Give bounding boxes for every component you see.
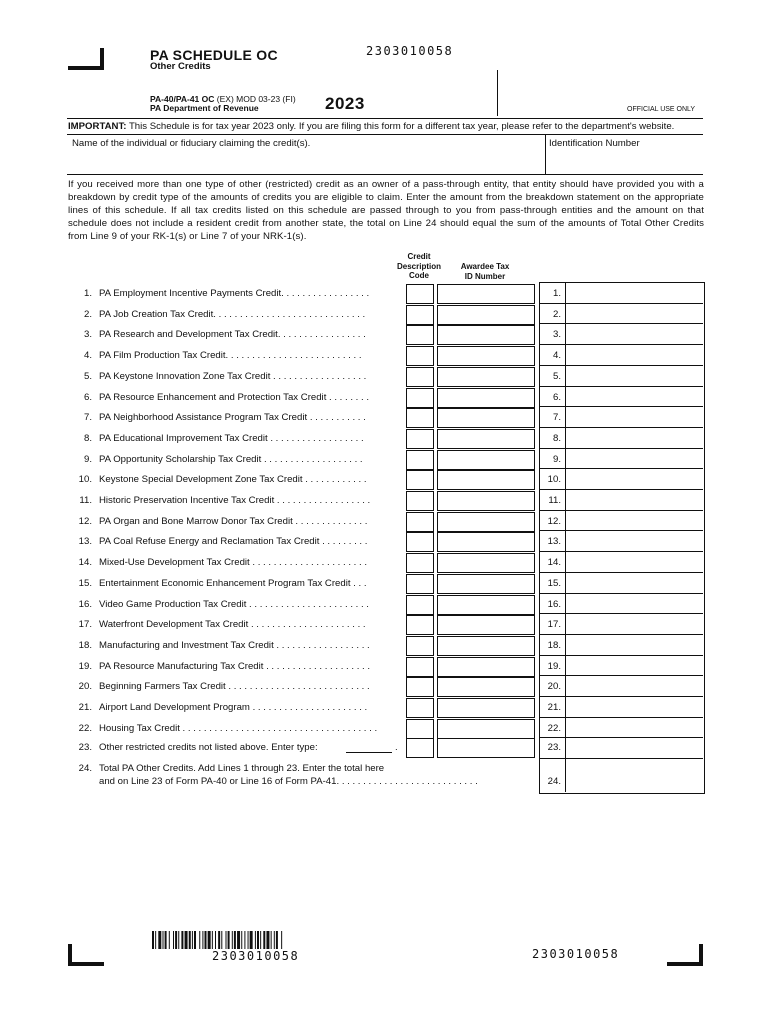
awardee-id-box[interactable]: [437, 615, 535, 635]
barcode-bar: [185, 931, 188, 949]
awardee-id-box[interactable]: [437, 346, 535, 366]
line-8: [0, 429, 770, 449]
line-label: Beginning Farmers Tax Credit . . . . . . . . . . . . . . . . . . . . . . . . . . .: [99, 681, 370, 693]
line-13: [0, 532, 770, 552]
header-divider: [497, 70, 498, 116]
barcode-bar: [192, 931, 193, 949]
official-use-label: OFFICIAL USE ONLY: [627, 106, 696, 113]
awardee-id-box[interactable]: [437, 719, 535, 739]
awardee-id-box[interactable]: [437, 408, 535, 428]
line-number: 13.: [78, 536, 92, 548]
important-label: IMPORTANT:: [68, 121, 127, 132]
line-label: PA Educational Improvement Tax Credit . . . . . . . . . . . . . . . . . .: [99, 432, 364, 444]
line-label: Video Game Production Tax Credit . . . . . . . . . . . . . . . . . . . . . . .: [99, 598, 369, 610]
line-ref: 18.: [547, 639, 561, 651]
line-number: 2.: [83, 308, 92, 320]
line-number: 19.: [78, 660, 92, 672]
line-12: [0, 512, 770, 532]
line-ref: 17.: [547, 619, 561, 631]
credit-code-column-header: [393, 252, 445, 281]
line-ref: 10.: [547, 474, 561, 486]
line-label: PA Resource Enhancement and Protection Tax Credit . . . . . . . .: [99, 391, 370, 403]
registration-mark-top-left: [68, 48, 104, 70]
line-ref: 19.: [547, 660, 561, 672]
line-ref: 21.: [547, 702, 561, 713]
barcode-bar: [244, 931, 245, 949]
line-ref: 4.: [552, 350, 561, 362]
barcode-bar: [237, 931, 240, 949]
tax-year: 2023: [325, 94, 365, 113]
credit-code-box[interactable]: [406, 574, 434, 594]
credit-code-box[interactable]: [406, 553, 434, 573]
line-ref: 5.: [552, 370, 561, 382]
line-number: 17.: [78, 619, 92, 631]
barcode-number: 2303010058: [212, 949, 300, 963]
barcode-bar: [218, 931, 220, 949]
barcode-bar: [202, 931, 203, 949]
barcode-bar: [212, 931, 213, 949]
line-2: [0, 305, 770, 325]
line-label: Historic Preservation Incentive Tax Credit . . . . . . . . . . . . . . . . . .: [99, 495, 371, 506]
line-label: Waterfront Development Tax Credit . . . . . . . . . . . . . . . . . . . . . .: [99, 619, 366, 631]
line-ref: 9.: [552, 453, 561, 465]
line-label: Airport Land Development Program . . . . . . . . . . . . . . . . . . . . . .: [99, 702, 368, 713]
line-label: PA Opportunity Scholarship Tax Credit . . . . . . . . . . . . . . . . . . .: [99, 453, 363, 465]
barcode-bar: [189, 931, 191, 949]
awardee-id-box[interactable]: [437, 553, 535, 573]
line-ref: 7.: [552, 412, 561, 424]
line-ref: 12.: [547, 515, 561, 527]
line-23-ref: 23.: [547, 742, 561, 753]
line-24-ref: 24.: [547, 776, 561, 787]
awardee-id-column-header: [440, 262, 530, 281]
line-23: [0, 738, 770, 758]
awardee-id-box[interactable]: [437, 284, 535, 304]
line-3: [0, 325, 770, 345]
credit-code-header-line-1: Credit: [407, 252, 431, 261]
credit-code-box[interactable]: [406, 450, 434, 470]
barcode-bar: [205, 931, 207, 949]
credit-code-box[interactable]: [406, 636, 434, 656]
credit-code-box[interactable]: [406, 470, 434, 490]
credit-code-box[interactable]: [406, 491, 434, 511]
barcode-bar: [165, 931, 167, 949]
awardee-id-box[interactable]: [437, 470, 535, 490]
barcode-bar: [276, 931, 278, 949]
form-code-rest: (EX) MOD 03-23 (FI): [216, 94, 296, 104]
barcode-bar: [281, 931, 282, 949]
credit-code-box[interactable]: [406, 595, 434, 615]
credit-code-header-line-2: Description: [396, 261, 441, 271]
line-label: PA Keystone Innovation Zone Tax Credit . . . . . . . . . . . . . . . . . .: [99, 370, 367, 382]
barcode-bar: [274, 931, 275, 949]
line-number: 21.: [78, 702, 92, 713]
line-21: [0, 698, 770, 718]
barcode-bar: [241, 931, 242, 949]
barcode-bar: [173, 931, 174, 949]
line-1: [0, 284, 770, 304]
barcode-bar: [232, 931, 233, 949]
credit-code-box[interactable]: [406, 532, 434, 552]
barcode-bar: [226, 931, 227, 949]
line-number: 22.: [78, 722, 92, 734]
important-notice: [68, 121, 674, 132]
line-24-label-1: Total PA Other Credits. Add Lines 1 through 23. Enter the total here: [99, 763, 385, 774]
line-22: [0, 719, 770, 739]
line-23-credit-code-box[interactable]: [406, 738, 434, 758]
line-label: Keystone Special Development Zone Tax Credit . . . . . . . . . . . .: [99, 474, 367, 486]
awardee-id-box[interactable]: [437, 450, 535, 470]
credit-code-box[interactable]: [406, 305, 434, 325]
other-credit-type-input[interactable]: [346, 738, 392, 753]
form-id-bottom: 2303010058: [532, 947, 620, 961]
line-15: [0, 574, 770, 594]
barcode-bar: [260, 931, 261, 949]
form-title: PA SCHEDULE OC: [150, 47, 278, 63]
credit-code-box[interactable]: [406, 512, 434, 532]
barcode-bar: [248, 931, 249, 949]
credit-code-box[interactable]: [406, 719, 434, 739]
credit-code-box[interactable]: [406, 325, 434, 345]
credit-code-box[interactable]: [406, 367, 434, 387]
awardee-id-header-line-2: ID Number: [464, 271, 506, 281]
line-ref: 13.: [547, 536, 561, 548]
awardee-id-box[interactable]: [437, 429, 535, 449]
barcode-image: [152, 931, 364, 949]
line-ref: 14.: [547, 557, 561, 569]
line-number: 3.: [83, 329, 92, 341]
barcode-bar: [221, 931, 222, 949]
awardee-id-box[interactable]: [437, 657, 535, 677]
line-number: 8.: [83, 432, 92, 444]
line-6: [0, 388, 770, 408]
barcode-bar: [208, 931, 211, 949]
barcode-bar: [163, 931, 164, 949]
line-number: 14.: [78, 557, 92, 569]
line-ref: 3.: [552, 329, 561, 341]
credit-code-box[interactable]: [406, 346, 434, 366]
line-10: [0, 470, 770, 490]
line-11: [0, 491, 770, 511]
barcode-bar: [250, 931, 253, 949]
line-19: [0, 657, 770, 677]
rule-fields: [67, 174, 703, 175]
awardee-id-box[interactable]: [437, 698, 535, 718]
line-label: Manufacturing and Investment Tax Credit . . . . . . . . . . . . . . . . . .: [99, 639, 370, 651]
awardee-id-box[interactable]: [437, 532, 535, 552]
credit-code-box[interactable]: [406, 408, 434, 428]
line-number: 9.: [83, 453, 92, 465]
line-24: [0, 762, 770, 792]
line-ref: 20.: [547, 681, 561, 693]
registration-mark-bottom-left: [68, 944, 104, 966]
department-name: PA Department of Revenue: [150, 103, 259, 113]
line-ref: 2.: [552, 308, 561, 320]
line-label: PA Film Production Tax Credit. . . . . . . . . . . . . . . . . . . . . . . . . .: [99, 350, 362, 362]
line-18: [0, 636, 770, 656]
line-ref: 16.: [547, 598, 561, 610]
instructions-paragraph: If you received more than one type of other (restricted) credit as an owner of a pass-through entity, that entity should have provided you with a breakdown by credit type of the amounts of credits you are eligible to claim. Enter the amount from the breakdown statement on the appropriate lines of this schedule. If all tax credits listed on this schedule are passed through to you from pass-through entities and the amount on that schedule does not include a resident credit from another state, the total on Line 24 should equal the sum of the amounts of Total Other Credits from Line 9 of your RK-1(s) or Line 7 of your NRK-1(s).: [68, 179, 704, 242]
barcode-bar: [271, 931, 272, 949]
line-ref: 22.: [547, 722, 561, 734]
line-ref: 11.: [548, 495, 561, 506]
awardee-id-box[interactable]: [437, 595, 535, 615]
line-number: 5.: [83, 370, 92, 382]
awardee-id-box[interactable]: [437, 491, 535, 511]
line-14: [0, 553, 770, 573]
line-label: PA Resource Manufacturing Tax Credit . . . . . . . . . . . . . . . . . . . .: [99, 660, 371, 672]
name-field-label: Name of the individual or fiduciary claiming the credit(s).: [72, 138, 311, 149]
line-number: 1.: [83, 288, 92, 299]
line-number: 7.: [83, 412, 92, 424]
credit-code-box[interactable]: [406, 698, 434, 718]
form-subtitle: Other Credits: [150, 61, 211, 72]
credit-code-box[interactable]: [406, 388, 434, 408]
line-number: 18.: [78, 639, 92, 651]
line-number: 6.: [83, 391, 92, 403]
line-7: [0, 408, 770, 428]
barcode-bar: [228, 931, 230, 949]
line-24-number: 24.: [78, 763, 92, 774]
barcode-bar: [175, 931, 177, 949]
credit-code-box[interactable]: [406, 677, 434, 697]
line-ref: 6.: [552, 391, 561, 403]
line-label: Entertainment Economic Enhancement Program Tax Credit . . .: [99, 577, 367, 589]
credit-code-header-line-3: Code: [409, 271, 429, 280]
barcode-bar: [215, 931, 216, 949]
barcode-bar: [178, 931, 179, 949]
form-id-top: 2303010058: [366, 44, 454, 58]
identification-number-field[interactable]: [548, 150, 703, 172]
line-23-dot: .: [395, 742, 398, 753]
awardee-id-header-line-1: Awardee Tax: [460, 262, 510, 271]
credit-code-box[interactable]: [406, 429, 434, 449]
credit-code-box[interactable]: [406, 657, 434, 677]
barcode-bar: [234, 931, 236, 949]
awardee-id-box[interactable]: [437, 325, 535, 345]
line-number: 10.: [78, 474, 92, 486]
line-number: 20.: [78, 681, 92, 693]
line-ref: 1.: [552, 288, 561, 299]
important-text: This Schedule is for tax year 2023 only. If you are filing this form for a different tax year, please refer to the department's website.: [126, 121, 675, 132]
line-number: 15.: [78, 577, 92, 589]
awardee-id-box[interactable]: [437, 677, 535, 697]
line-label: PA Neighborhood Assistance Program Tax Credit . . . . . . . . . . .: [99, 412, 366, 424]
credit-code-box[interactable]: [406, 615, 434, 635]
line-23-number: 23.: [78, 742, 92, 753]
name-field[interactable]: [67, 150, 543, 172]
line-9: [0, 450, 770, 470]
line-24-label-2: and on Line 23 of Form PA-40 or Line 16 of Form PA-41. . . . . . . . . . . . . . . . . . . . . . . . . . .: [99, 776, 478, 787]
barcode-bar: [158, 931, 161, 949]
line-label: PA Job Creation Tax Credit. . . . . . . . . . . . . . . . . . . . . . . . . . . . .: [99, 308, 366, 320]
barcode-bar: [257, 931, 259, 949]
rule-top: [67, 118, 703, 119]
awardee-id-box[interactable]: [437, 367, 535, 387]
awardee-id-box[interactable]: [437, 305, 535, 325]
line-ref: 8.: [552, 432, 561, 444]
barcode-bar: [263, 931, 265, 949]
line-23-awardee-id-box[interactable]: [437, 738, 535, 758]
line-17: [0, 615, 770, 635]
awardee-id-box[interactable]: [437, 636, 535, 656]
awardee-id-box[interactable]: [437, 512, 535, 532]
barcode-bar: [199, 931, 200, 949]
line-number: 12.: [78, 515, 92, 527]
id-field-label: Identification Number: [549, 138, 640, 149]
barcode-bar: [155, 931, 156, 949]
credit-code-box[interactable]: [406, 284, 434, 304]
line-23-label: Other restricted credits not listed above. Enter type:: [99, 742, 318, 753]
line-number: 4.: [83, 350, 92, 362]
line-label: PA Coal Refuse Energy and Reclamation Tax Credit . . . . . . . . .: [99, 536, 368, 548]
line-label: PA Organ and Bone Marrow Donor Tax Credit . . . . . . . . . . . . . .: [99, 515, 368, 527]
rule-notice: [67, 134, 703, 135]
awardee-id-box[interactable]: [437, 574, 535, 594]
awardee-id-box[interactable]: [437, 388, 535, 408]
line-ref: 15.: [547, 577, 561, 589]
line-label: PA Employment Incentive Payments Credit. . . . . . . . . . . . . . . . .: [99, 288, 370, 299]
registration-mark-bottom-right: [667, 944, 703, 966]
barcode-bar: [194, 931, 196, 949]
barcode-bar: [152, 931, 154, 949]
line-4: [0, 346, 770, 366]
line-number: 16.: [78, 598, 92, 610]
line-20: [0, 677, 770, 697]
barcode-bar: [169, 931, 170, 949]
barcode-bar: [255, 931, 256, 949]
barcode-bar: [181, 931, 183, 949]
line-16: [0, 595, 770, 615]
line-label: Mixed-Use Development Tax Credit . . . . . . . . . . . . . . . . . . . . . .: [99, 557, 367, 569]
line-label: Housing Tax Credit . . . . . . . . . . . . . . . . . . . . . . . . . . . . . . . . . . . . .: [99, 722, 378, 734]
line-label: PA Research and Development Tax Credit. . . . . . . . . . . . . . . . .: [99, 329, 366, 341]
line-number: 11.: [79, 495, 92, 506]
field-divider: [545, 134, 546, 174]
line-5: [0, 367, 770, 387]
barcode-bar: [266, 931, 269, 949]
form-code-bold: PA-40/PA-41 OC: [150, 94, 215, 104]
